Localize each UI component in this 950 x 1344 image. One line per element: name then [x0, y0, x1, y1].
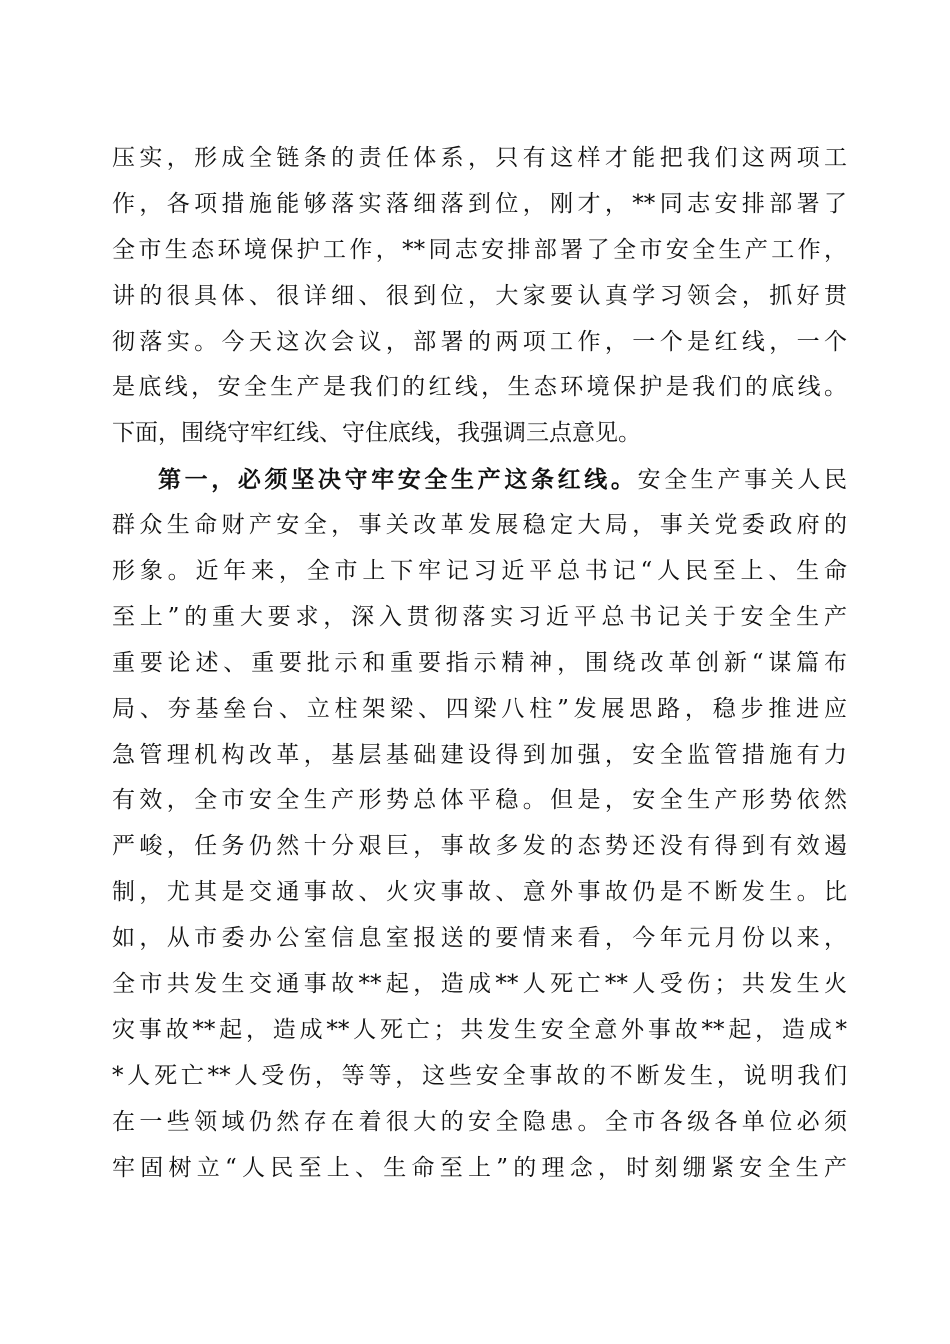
text-line: 严峻，任务仍然十分艰巨，事故多发的态势还没有得到有效遏: [112, 833, 847, 860]
text-line: 有效，全市安全生产形势总体平稳。但是，安全生产形势依然: [112, 787, 847, 814]
text-line: 急管理机构改革，基层基础建设得到加强，安全监管措施有力: [112, 741, 847, 768]
text-line: 群众生命财产安全，事关改革发展稳定大局，事关党委政府的: [112, 512, 847, 539]
text-line: 全市生态环境保护工作，**同志安排部署了全市安全生产工作，: [112, 236, 847, 263]
text-line: 至上”的重大要求，深入贯彻落实习近平总书记关于安全生产: [112, 603, 847, 630]
paragraph-intro: [112, 136, 847, 457]
text-span: 安全生产事关人民: [637, 467, 848, 494]
text-line: *人死亡**人受伤，等等，这些安全事故的不断发生，说明我们: [112, 1062, 847, 1089]
text-line: 全市共发生交通事故**起，造成**人死亡**人受伤；共发生火: [112, 971, 847, 998]
text-line: 制，尤其是交通事故、火灾事故、意外事故仍是不断发生。比: [112, 879, 847, 906]
text-line: 重要论述、重要批示和重要指示精神，围绕改革创新“谋篇布: [112, 649, 847, 676]
text-line: 下面，围绕守牢红线、守住底线，我强调三点意见。: [112, 420, 641, 447]
text-line: 如，从市委办公室信息室报送的要情来看，今年元月份以来，: [112, 925, 847, 952]
text-line: 局、夯基垒台、立柱架梁、四梁八柱”发展思路，稳步推进应: [112, 695, 847, 722]
text-line: 讲的很具体、很详细、很到位，大家要认真学习领会，抓好贯: [112, 282, 847, 309]
text-line: 牢固树立“人民至上、生命至上”的理念，时刻绷紧安全生产: [112, 1154, 847, 1181]
text-line: 灾事故**起，造成**人死亡；共发生安全意外事故**起，造成*: [112, 1016, 847, 1043]
text-line: 在一些领域仍然存在着很大的安全隐患。全市各级各单位必须: [112, 1108, 847, 1135]
text-line-first: [112, 457, 847, 503]
paragraph-point-one: [112, 457, 847, 1191]
document-body: [112, 136, 847, 1191]
text-line: 彻落实。今天这次会议，部署的两项工作，一个是红线，一个: [112, 328, 847, 355]
text-line: 作，各项措施能够落实落细落到位，刚才，**同志安排部署了: [112, 190, 847, 217]
text-line: 压实，形成全链条的责任体系，只有这样才能把我们这两项工: [112, 145, 847, 171]
text-line: 是底线，安全生产是我们的红线，生态环境保护是我们的底线。: [112, 374, 847, 401]
text-line: 形象。近年来，全市上下牢记习近平总书记“人民至上、生命: [112, 558, 847, 585]
section-heading: 第一，必须坚决守牢安全生产这条红线。: [158, 466, 638, 494]
